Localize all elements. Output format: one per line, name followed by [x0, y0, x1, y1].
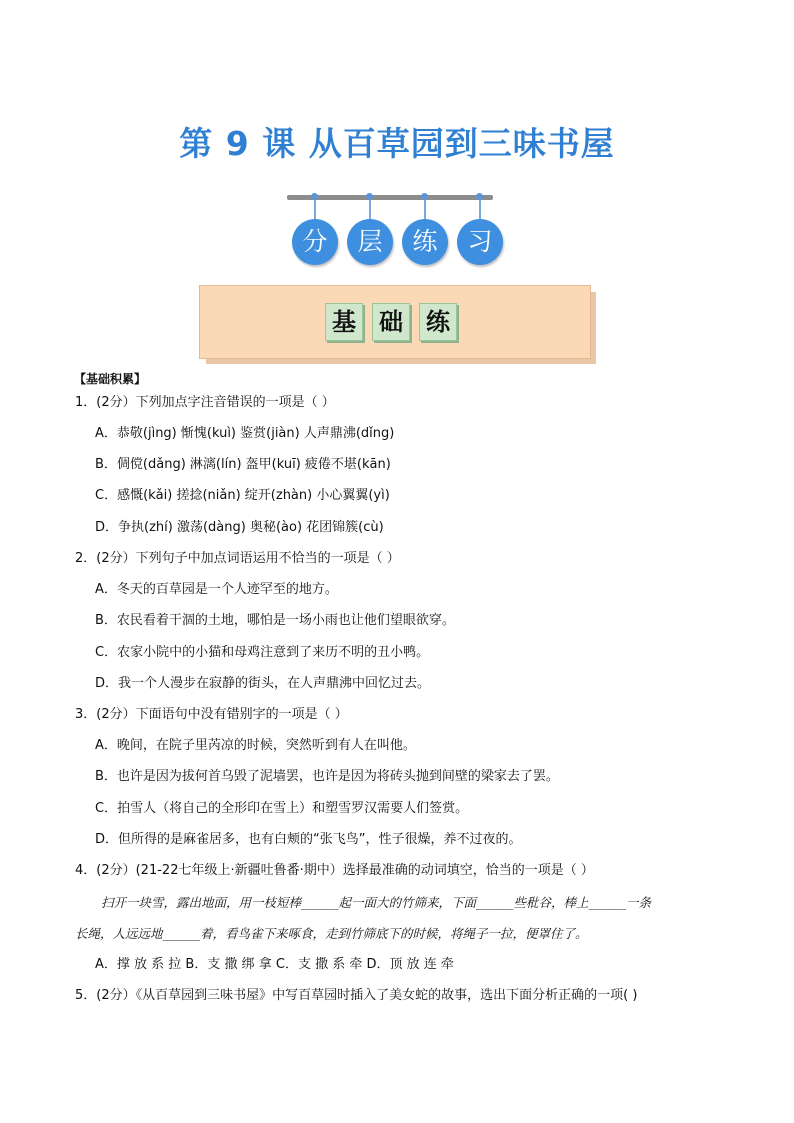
question-1-option-c: C．感慨(kǎi) 搓捻(niǎn) 绽开(zhàn) 小心翼翼(yì)	[95, 488, 390, 503]
question-2-stem: 2．(2分）下列句子中加点词语运用不恰当的一项是（ ）	[75, 551, 400, 566]
question-2-option-b: B．农民看着干涸的土地，哪怕是一场小雨也让他们望眼欲穿。	[95, 613, 455, 628]
question-3-option-a: A．晚间，在院子里芮凉的时候，突然听到有人在叫他。	[95, 738, 416, 753]
question-3-option-b: B．也许是因为拔何首乌毁了泥墙罢，也许是因为将砖头抛到间壁的梁家去了罢。	[95, 769, 559, 784]
question-1-option-d: D．争执(zhí) 激荡(dàng) 奥秘(ào) 花团锦簇(cù)	[95, 520, 384, 535]
question-3-stem: 3．(2分）下面语句中没有错别字的一项是（ ）	[75, 707, 348, 722]
question-4-stem: 4．(2分）(21-22七年级上·新疆吐鲁番·期中）选择最准确的动词填空，恰当的一项是（ ）	[75, 863, 594, 878]
question-3-option-c: C．拍雪人（将自己的全形印在雪上）和塑雪罗汉需要人们签赏。	[95, 801, 469, 816]
banner-tile: 基	[325, 303, 363, 341]
question-4-passage-line-2: 长绳，人远远地______着，看鸟雀下来啄食，走到竹筛底下的时候，将绳子一拉，便罩住了。	[75, 926, 588, 941]
tag-circle: 练	[402, 219, 448, 265]
banner-tile: 练	[419, 303, 457, 341]
tag-circle: 习	[457, 219, 503, 265]
question-2-option-c: C．农家小院中的小猫和母鸡注意到了来历不明的丑小鸭。	[95, 645, 430, 660]
question-2-option-d: D．我一个人漫步在寂静的街头，在人声鼎沸中回忆过去。	[95, 676, 431, 691]
question-2-option-a: A．冬天的百草园是一个人迹罕至的地方。	[95, 582, 338, 597]
tag-circle: 层	[347, 219, 393, 265]
question-1-option-a: A．恭敬(jìng) 惭愧(kuì) 鉴赏(jiàn) 人声鼎沸(dǐng)	[95, 426, 395, 441]
question-1-stem: 1．(2分）下列加点字注音错误的一项是（ ）	[75, 395, 335, 410]
banner-tile: 础	[372, 303, 410, 341]
hanger-pin	[311, 193, 318, 200]
hanger-pin	[476, 193, 483, 200]
question-4-options: A．撑 放 系 拉 B．支 撒 绑 拿 C．支 撒 系 牵 D．顶 放 连 牵	[95, 957, 454, 972]
hanger-pin	[421, 193, 428, 200]
section-label: 【基础积累】	[74, 372, 147, 386]
lesson-title: 第 9 课 从百草园到三味书屋	[179, 124, 615, 163]
question-5-stem: 5．(2分）《从百草园到三味书屋》中写百草园时插入了美女蛇的故事，选出下面分析正确的一项( )	[75, 988, 638, 1003]
tag-circle: 分	[292, 219, 338, 265]
question-4-passage-line-1: 扫开一块雪，露出地面，用一枝短棒______起一面大的竹筛来，下面______些秕谷，棒上______一条	[101, 895, 652, 910]
question-3-option-d: D．但所得的是麻雀居多，也有白颊的“张飞鸟”，性子很燥，养不过夜的。	[95, 832, 522, 847]
hanger-pin	[366, 193, 373, 200]
question-1-option-b: B．倜傥(dǎng) 淋漓(lín) 盔甲(kuī) 疲倦不堪(kān)	[95, 457, 391, 472]
